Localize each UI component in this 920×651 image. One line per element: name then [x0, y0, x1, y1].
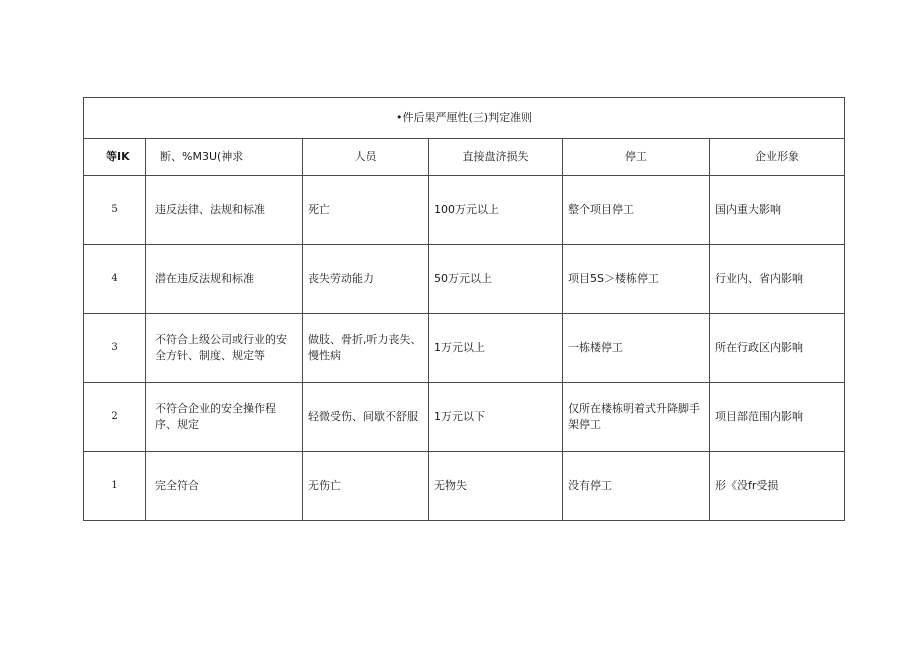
- work-stoppage-cell: 项目5S＞楼栋停工: [563, 245, 710, 314]
- header-level: 等IK: [84, 139, 146, 176]
- personnel-cell: 无伤亡: [303, 452, 429, 521]
- table-row: [84, 383, 845, 452]
- work-stoppage-cell: 没有停工: [563, 452, 710, 521]
- level-cell: 5: [84, 176, 146, 245]
- economic-loss-cell: 1万元以上: [429, 314, 563, 383]
- table-row: [84, 176, 845, 245]
- personnel-cell: 死亡: [303, 176, 429, 245]
- level-cell: 4: [84, 245, 146, 314]
- regulation-cell: 完全符合: [146, 452, 303, 521]
- table-row: [84, 452, 845, 521]
- table-title: •件后果严厘性(三)判定准则: [84, 98, 845, 139]
- header-personnel: 人员: [303, 139, 429, 176]
- corporate-image-cell: 形《没fr受损: [710, 452, 845, 521]
- work-stoppage-cell: 一栋楼停工: [563, 314, 710, 383]
- personnel-cell: 轻微受伤、间歇不舒服: [303, 383, 429, 452]
- corporate-image-cell: 项目部范围内影响: [710, 383, 845, 452]
- level-cell: 2: [84, 383, 146, 452]
- severity-criteria-table: [83, 97, 845, 521]
- regulation-cell: 潜在违反法规和标准: [146, 245, 303, 314]
- personnel-cell: 做肢、骨折,听力丧失、慢性病: [303, 314, 429, 383]
- table-row: [84, 245, 845, 314]
- header-row: [84, 139, 845, 176]
- work-stoppage-cell: 仅所在楼栋明着式升降脚手架停工: [563, 383, 710, 452]
- regulation-cell: 违反法律、法规和标准: [146, 176, 303, 245]
- corporate-image-cell: 行业内、省内影响: [710, 245, 845, 314]
- table-row: [84, 314, 845, 383]
- header-corporate-image: 企业形象: [710, 139, 845, 176]
- economic-loss-cell: 50万元以上: [429, 245, 563, 314]
- economic-loss-cell: 1万元以下: [429, 383, 563, 452]
- work-stoppage-cell: 整个项目停工: [563, 176, 710, 245]
- corporate-image-cell: 国内重大影响: [710, 176, 845, 245]
- header-regulation: 断、%M3U(神求: [146, 139, 303, 176]
- level-cell: 1: [84, 452, 146, 521]
- regulation-cell: 不符合企业的安全操作程序、规定: [146, 383, 303, 452]
- economic-loss-cell: 100万元以上: [429, 176, 563, 245]
- level-cell: 3: [84, 314, 146, 383]
- personnel-cell: 丧失劳动能力: [303, 245, 429, 314]
- header-work-stoppage: 停工: [563, 139, 710, 176]
- economic-loss-cell: 无物失: [429, 452, 563, 521]
- corporate-image-cell: 所在行政区内影响: [710, 314, 845, 383]
- regulation-cell: 不符合上级公司或行业的安全方针、制度、规定等: [146, 314, 303, 383]
- header-economic-loss: 直接盘济损失: [429, 139, 563, 176]
